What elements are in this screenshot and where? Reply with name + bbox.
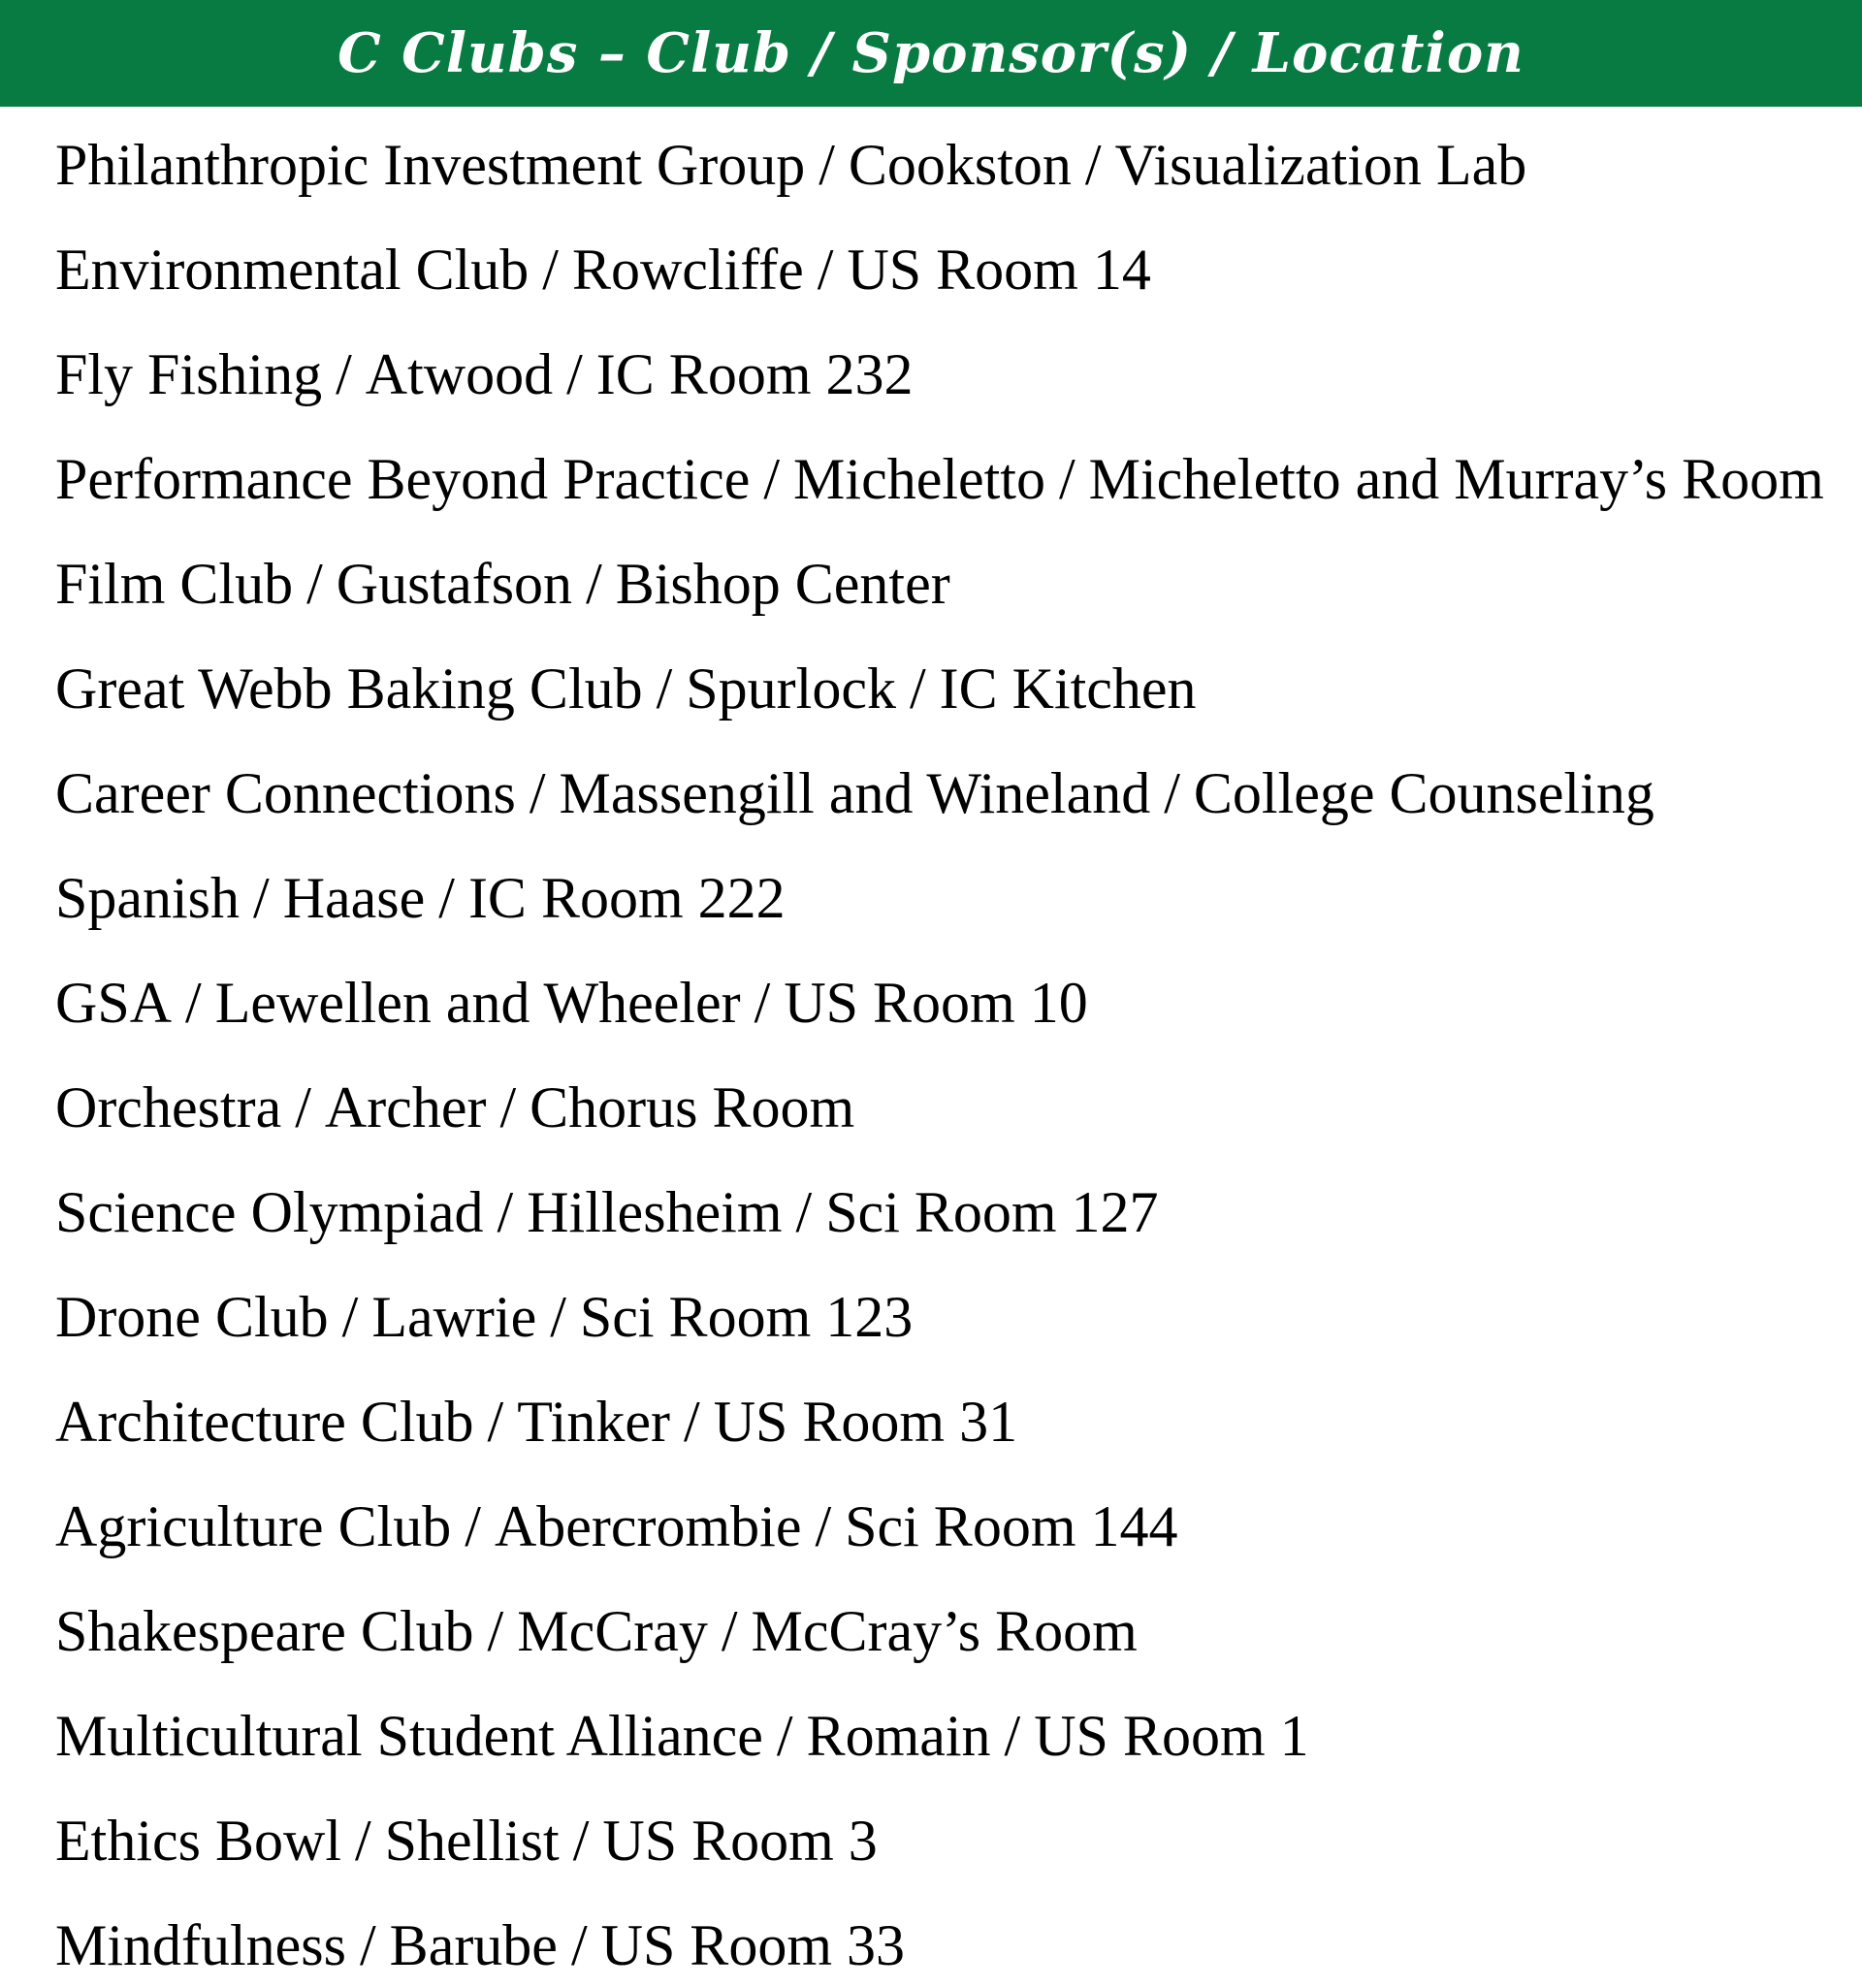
sponsor-name: Gustafson xyxy=(336,551,573,616)
list-item xyxy=(55,322,1843,427)
separator: / xyxy=(1058,446,1075,511)
list-item xyxy=(55,1474,1843,1579)
location-name: Bishop Center xyxy=(615,551,950,616)
separator: / xyxy=(909,656,926,721)
list-item xyxy=(55,1369,1843,1474)
separator: / xyxy=(253,865,270,930)
sponsor-name: Barube xyxy=(389,1912,558,1977)
list-item xyxy=(55,950,1843,1055)
sponsor-name: Massengill and Wineland xyxy=(559,760,1151,825)
separator: / xyxy=(721,1598,738,1663)
location-name: College Counseling xyxy=(1193,760,1654,825)
location-name: Sci Room 127 xyxy=(825,1179,1159,1244)
separator: / xyxy=(776,1703,793,1768)
location-name: US Room 1 xyxy=(1034,1703,1309,1768)
separator: / xyxy=(497,1179,514,1244)
separator: / xyxy=(684,1389,700,1454)
separator: / xyxy=(487,1598,504,1663)
club-name: Career Connections xyxy=(55,760,516,825)
separator: / xyxy=(815,1493,832,1558)
separator: / xyxy=(465,1493,481,1558)
separator: / xyxy=(572,1808,590,1873)
separator: / xyxy=(795,1179,813,1244)
list-item xyxy=(55,1893,1843,1988)
separator: / xyxy=(341,1284,359,1349)
club-name: Fly Fishing xyxy=(55,341,323,406)
separator: / xyxy=(529,760,546,825)
sponsor-name: Tinker xyxy=(517,1389,671,1454)
separator: / xyxy=(1004,1703,1021,1768)
separator: / xyxy=(817,237,834,302)
header-bar xyxy=(0,0,1862,107)
separator: / xyxy=(542,237,559,302)
separator: / xyxy=(438,865,455,930)
location-name: Sci Room 123 xyxy=(579,1284,914,1349)
club-name: Spanish xyxy=(55,865,241,930)
separator: / xyxy=(360,1912,376,1977)
separator: / xyxy=(355,1808,371,1873)
location-name: Micheletto and Murray’s Room xyxy=(1088,446,1824,511)
list-item xyxy=(55,112,1843,217)
location-name: US Room 31 xyxy=(713,1389,1018,1454)
sponsor-name: Lawrie xyxy=(371,1284,537,1349)
separator: / xyxy=(499,1074,517,1139)
sponsor-name: McCray xyxy=(517,1598,708,1663)
club-name: Agriculture Club xyxy=(55,1493,452,1558)
club-list xyxy=(0,107,1862,1988)
sponsor-name: Hillesheim xyxy=(527,1179,783,1244)
club-name: Orchestra xyxy=(55,1074,282,1139)
club-name: GSA xyxy=(55,970,173,1035)
sponsor-name: Haase xyxy=(282,865,426,930)
separator: / xyxy=(487,1389,504,1454)
club-name: Philanthropic Investment Group xyxy=(55,132,806,197)
club-name: Great Webb Baking Club xyxy=(55,656,643,721)
page-title: C Clubs – Club / Sponsor(s) / Location xyxy=(337,21,1525,85)
list-item xyxy=(55,1055,1843,1160)
separator: / xyxy=(295,1074,311,1139)
location-name: Visualization Lab xyxy=(1114,132,1527,197)
list-item xyxy=(55,1579,1843,1683)
separator: / xyxy=(1084,132,1102,197)
separator: / xyxy=(566,341,583,406)
list-item xyxy=(55,531,1843,636)
sponsor-name: Atwood xyxy=(365,341,554,406)
separator: / xyxy=(550,1284,566,1349)
sponsor-name: Spurlock xyxy=(686,656,896,721)
club-name: Multicultural Student Alliance xyxy=(55,1703,763,1768)
sponsor-name: Shellist xyxy=(384,1808,560,1873)
separator: / xyxy=(306,551,323,616)
club-name: Performance Beyond Practice xyxy=(55,446,751,511)
location-name: US Room 33 xyxy=(600,1912,905,1977)
separator: / xyxy=(656,656,673,721)
separator: / xyxy=(336,341,352,406)
location-name: US Room 10 xyxy=(784,970,1088,1035)
sponsor-name: Cookston xyxy=(848,132,1072,197)
sponsor-name: Romain xyxy=(806,1703,991,1768)
sponsor-name: Archer xyxy=(324,1074,487,1139)
club-name: Shakespeare Club xyxy=(55,1598,474,1663)
sponsor-name: Micheletto xyxy=(793,446,1045,511)
list-item xyxy=(55,1265,1843,1369)
list-item xyxy=(55,217,1843,322)
separator: / xyxy=(586,551,602,616)
list-item xyxy=(55,636,1843,741)
club-name: Ethics Bowl xyxy=(55,1808,341,1873)
club-name: Film Club xyxy=(55,551,294,616)
separator: / xyxy=(1164,760,1180,825)
list-item xyxy=(55,846,1843,950)
list-item xyxy=(55,1788,1843,1893)
club-name: Mindfulness xyxy=(55,1912,346,1977)
location-name: IC Room 232 xyxy=(595,341,914,406)
location-name: Sci Room 144 xyxy=(845,1493,1178,1558)
location-name: IC Kitchen xyxy=(939,656,1197,721)
sponsor-name: Lewellen and Wheeler xyxy=(214,970,741,1035)
sponsor-name: Abercrombie xyxy=(494,1493,802,1558)
separator: / xyxy=(819,132,835,197)
club-name: Science Olympiad xyxy=(55,1179,484,1244)
list-item xyxy=(55,427,1843,531)
club-name: Drone Club xyxy=(55,1284,329,1349)
separator: / xyxy=(570,1912,588,1977)
location-name: Chorus Room xyxy=(530,1074,855,1139)
club-name: Architecture Club xyxy=(55,1389,474,1454)
separator: / xyxy=(185,970,202,1035)
separator: / xyxy=(763,446,781,511)
sponsor-name: Rowcliffe xyxy=(571,237,804,302)
list-item xyxy=(55,1160,1843,1265)
location-name: US Room 3 xyxy=(602,1808,878,1873)
separator: / xyxy=(754,970,771,1035)
location-name: McCray’s Room xyxy=(751,1598,1138,1663)
club-name: Environmental Club xyxy=(55,237,530,302)
location-name: IC Room 222 xyxy=(467,865,786,930)
location-name: US Room 14 xyxy=(847,237,1151,302)
list-item xyxy=(55,1683,1843,1788)
list-item xyxy=(55,741,1843,846)
